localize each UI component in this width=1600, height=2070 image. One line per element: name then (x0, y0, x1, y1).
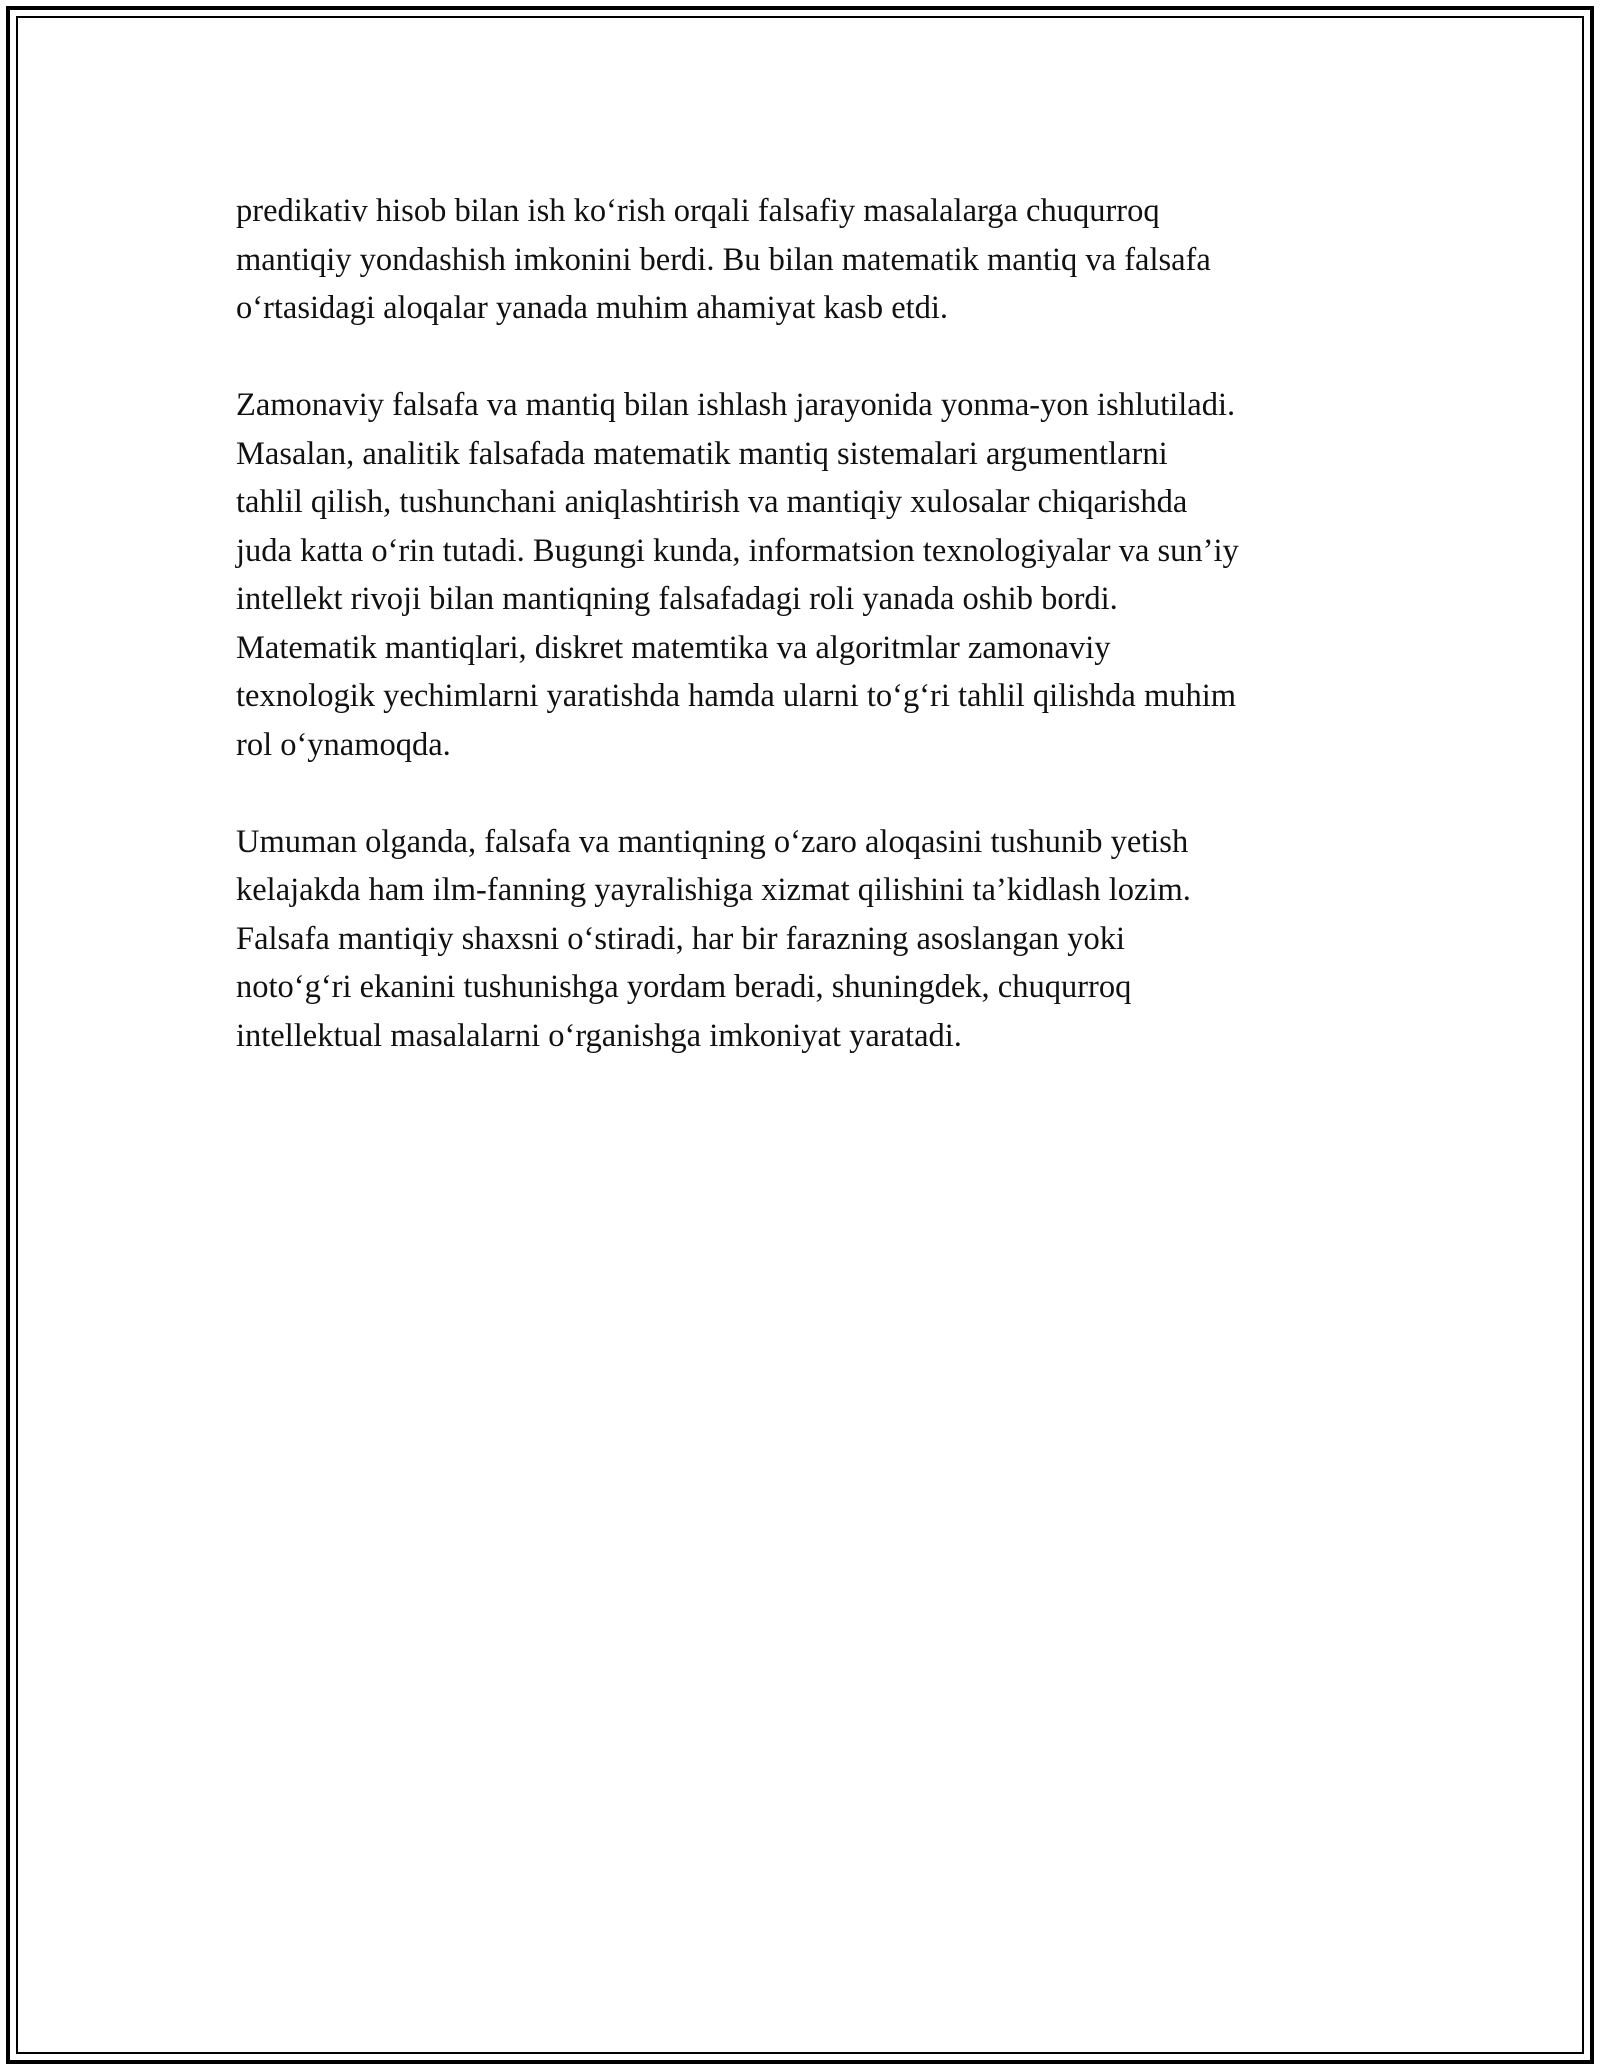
text-line: kelajakda ham ilm-fanning yayralishiga xizmat qilishini ta’kidlash lozim. (236, 872, 1191, 908)
text-line: Umuman olganda, falsafa va mantiqning o‘zaro aloqasini tushunib yetish (236, 823, 1189, 860)
text-line: Falsafa mantiqiy shaxsni o‘stiradi, har bir farazning asoslangan yoki (236, 920, 1126, 957)
text-line: intellekt rivoji bilan mantiqning falsafadagi roli yanada oshib bordi. (236, 581, 1118, 617)
text-line: noto‘g‘ri ekanini tushunishga yordam beradi, shuningdek, chuqurroq (236, 969, 1132, 1005)
text-line: Masalan, analitik falsafada matematik mantiq sistemalari argumentlarni (236, 435, 1168, 472)
text-line: o‘rtasidagi aloqalar yanada muhim ahamiyat kasb etdi. (236, 290, 949, 326)
text-line: rol o‘ynamoqda. (236, 726, 451, 763)
paragraph-1 (236, 187, 1376, 333)
paragraph-3 (236, 818, 1376, 1061)
text-line: tahlil qilish, tushunchani aniqlashtirish va mantiqiy xulosalar chiqarishda (236, 484, 1188, 520)
text-line: mantiqiy yondashish imkonini berdi. Bu bilan matematik mantiq va falsafa (236, 241, 1211, 278)
text-line: Zamonaviy falsafa va mantiq bilan ishlash jarayonida yonma-yon ishlutiladi. (236, 387, 1236, 423)
text-line: Matematik mantiqlari, diskret matemtika va algoritmlar zamonaviy (236, 629, 1111, 666)
text-line: texnologik yechimlarni yaratishda hamda ularni to‘g‘ri tahlil qilishda muhim (236, 678, 1237, 714)
document-body (236, 187, 1376, 1109)
text-line: juda katta o‘rin tutadi. Bugungi kunda, informatsion texnologiyalar va sun’iy (236, 532, 1239, 569)
text-line: predikativ hisob bilan ish ko‘rish orqali falsafiy masalalarga chuqurroq (236, 193, 1160, 229)
paragraph-2 (236, 381, 1376, 769)
text-line: intellektual masalalarni o‘rganishga imkoniyat yaratadi. (236, 1017, 962, 1054)
